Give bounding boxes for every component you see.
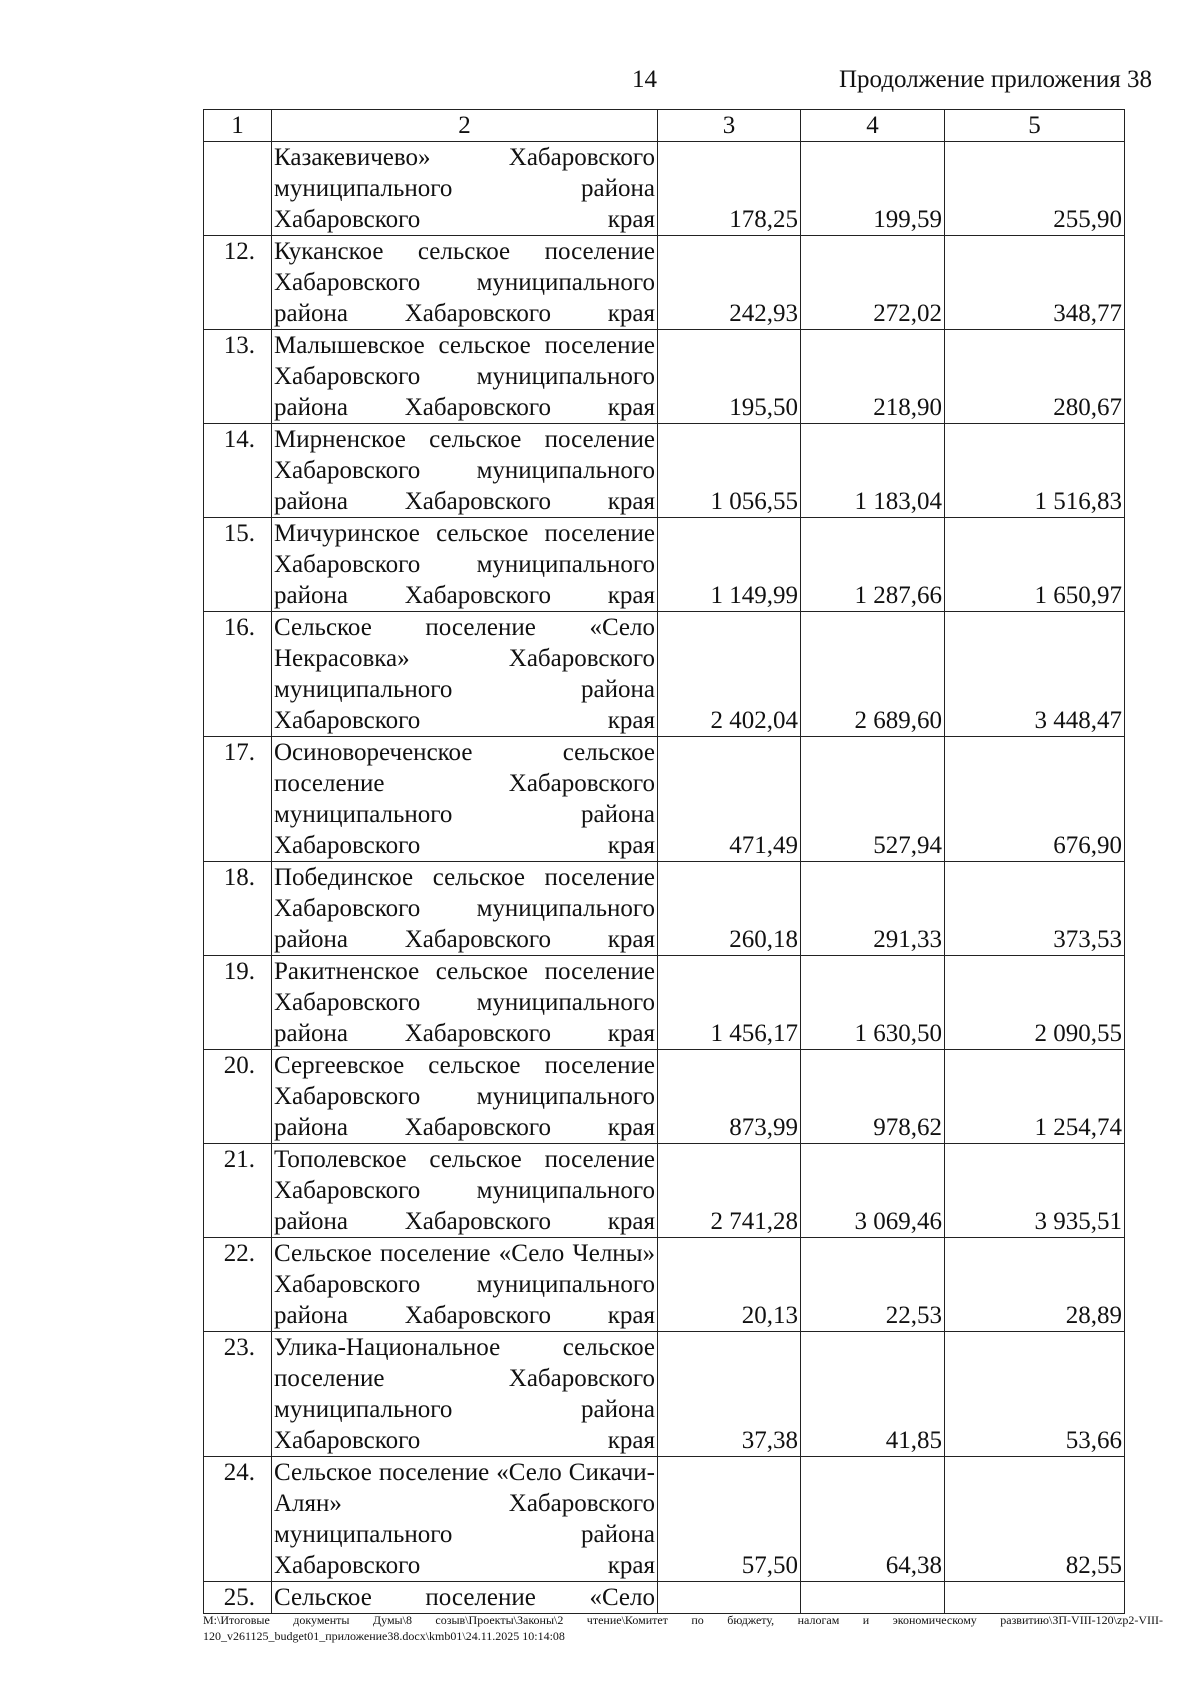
row-number: 25. xyxy=(204,1582,272,1614)
settlement-name xyxy=(272,956,658,1050)
settlement-name-line: района Хабаровского края xyxy=(274,300,655,327)
settlement-name-line: района Хабаровского края xyxy=(274,394,655,421)
settlement-name-line: района Хабаровского края xyxy=(274,1208,655,1235)
column-header: 5 xyxy=(945,110,1125,142)
settlement-name-line: Мичуринское сельское поселение xyxy=(274,520,655,547)
settlement-name-line: Куканское сельское поселение xyxy=(274,238,655,265)
settlement-name-line: Сельское поселение «Село Сикачи- xyxy=(274,1459,655,1486)
settlement-name xyxy=(272,424,658,518)
settlement-name-line: Осиновореченское сельское xyxy=(274,739,655,766)
settlement-name-line: муниципального района xyxy=(274,1521,655,1548)
table-row xyxy=(204,1238,1125,1332)
value-c5: 373,53 xyxy=(945,862,1125,956)
value-c4: 3 069,46 xyxy=(801,1144,945,1238)
settlement-name xyxy=(272,1144,658,1238)
settlement-name-line: Хабаровского края xyxy=(274,707,655,734)
row-number: 22. xyxy=(204,1238,272,1332)
settlement-name-line: Некрасовка» Хабаровского xyxy=(274,645,655,672)
column-header: 4 xyxy=(801,110,945,142)
settlement-name-line: Побединское сельское поселение xyxy=(274,864,655,891)
settlement-name-line: Сергеевское сельское поселение xyxy=(274,1052,655,1079)
settlement-name-line: Мирненское сельское поселение xyxy=(274,426,655,453)
row-number: 19. xyxy=(204,956,272,1050)
value-c3: 178,25 xyxy=(658,142,801,236)
value-c4: 218,90 xyxy=(801,330,945,424)
value-c3: 2 741,28 xyxy=(658,1144,801,1238)
settlement-name-line: муниципального района xyxy=(274,676,655,703)
settlement-name-line: поселение Хабаровского xyxy=(274,1365,655,1392)
settlement-name-line: Улика-Национальное сельское xyxy=(274,1334,655,1361)
value-c3: 1 056,55 xyxy=(658,424,801,518)
table-row xyxy=(204,1457,1125,1582)
settlement-name-line: района Хабаровского края xyxy=(274,1114,655,1141)
value-c5: 280,67 xyxy=(945,330,1125,424)
table-row xyxy=(204,956,1125,1050)
settlement-name xyxy=(272,737,658,862)
continuation-label: Продолжение приложения 38 xyxy=(838,66,1152,93)
value-c4: 291,33 xyxy=(801,862,945,956)
value-c5: 3 448,47 xyxy=(945,612,1125,737)
document-path-footer: M:\Итоговые документы Думы\8 созыв\Проекты\Законы\2 чтение\Комитет по бюджету, налогам и экономическому развитию\ЗП-VIII-120\zp2-VIII-120_v261125_budget01_приложение38.docx\kmb01\24.11.2025 10:14:08 xyxy=(203,1613,1163,1643)
row-number: 12. xyxy=(204,236,272,330)
settlement-name-line: Сельское поселение «Село xyxy=(274,614,655,641)
row-number: 21. xyxy=(204,1144,272,1238)
value-c4: 41,85 xyxy=(801,1332,945,1457)
settlement-name-line: Казакевичево» Хабаровского xyxy=(274,144,655,171)
table-header-row xyxy=(204,110,1125,142)
value-c4: 978,62 xyxy=(801,1050,945,1144)
settlement-name-line: Хабаровского муниципального xyxy=(274,895,655,922)
settlement-name xyxy=(272,862,658,956)
value-c5: 2 090,55 xyxy=(945,956,1125,1050)
value-c3: 195,50 xyxy=(658,330,801,424)
value-c5: 82,55 xyxy=(945,1457,1125,1582)
settlement-name-line: Хабаровского муниципального xyxy=(274,1271,655,1298)
settlement-name xyxy=(272,612,658,737)
settlement-name-line: Хабаровского муниципального xyxy=(274,989,655,1016)
settlement-name-line: Хабаровского муниципального xyxy=(274,1083,655,1110)
value-c3: 471,49 xyxy=(658,737,801,862)
table-row xyxy=(204,1332,1125,1457)
settlement-name-line: муниципального района xyxy=(274,1396,655,1423)
settlement-name-line: Хабаровского муниципального xyxy=(274,1177,655,1204)
settlement-name xyxy=(272,518,658,612)
column-header: 3 xyxy=(658,110,801,142)
settlement-name-line: района Хабаровского края xyxy=(274,926,655,953)
settlement-name-line: Малышевское сельское поселение xyxy=(274,332,655,359)
value-c3: 260,18 xyxy=(658,862,801,956)
row-number: 13. xyxy=(204,330,272,424)
settlement-name-line: района Хабаровского края xyxy=(274,582,655,609)
value-c5: 3 935,51 xyxy=(945,1144,1125,1238)
settlement-name-line: Хабаровского муниципального xyxy=(274,269,655,296)
table-row xyxy=(204,1050,1125,1144)
value-c4: 199,59 xyxy=(801,142,945,236)
settlement-name xyxy=(272,142,658,236)
value-c5: 255,90 xyxy=(945,142,1125,236)
settlement-name-line: Тополевское сельское поселение xyxy=(274,1146,655,1173)
value-c5 xyxy=(945,1582,1125,1614)
settlement-name-line: района Хабаровского края xyxy=(274,488,655,515)
value-c3: 2 402,04 xyxy=(658,612,801,737)
settlement-name-line: района Хабаровского края xyxy=(274,1302,655,1329)
row-number: 15. xyxy=(204,518,272,612)
settlement-name-line: муниципального района xyxy=(274,175,655,202)
value-c5: 28,89 xyxy=(945,1238,1125,1332)
value-c3: 242,93 xyxy=(658,236,801,330)
column-header: 2 xyxy=(272,110,658,142)
value-c4: 527,94 xyxy=(801,737,945,862)
data-table xyxy=(203,109,1125,1614)
row-number: 20. xyxy=(204,1050,272,1144)
settlement-name xyxy=(272,1457,658,1582)
row-number: 17. xyxy=(204,737,272,862)
value-c4: 64,38 xyxy=(801,1457,945,1582)
table-row xyxy=(204,236,1125,330)
value-c5: 1 516,83 xyxy=(945,424,1125,518)
settlement-name-line: муниципального района xyxy=(274,801,655,828)
settlement-name xyxy=(272,330,658,424)
value-c4: 272,02 xyxy=(801,236,945,330)
row-number: 18. xyxy=(204,862,272,956)
row-number: 23. xyxy=(204,1332,272,1457)
table-row xyxy=(204,737,1125,862)
settlement-name xyxy=(272,236,658,330)
row-number: 14. xyxy=(204,424,272,518)
settlement-name-line: Хабаровского края xyxy=(274,1427,655,1454)
value-c3: 1 456,17 xyxy=(658,956,801,1050)
settlement-name-line: Хабаровского муниципального xyxy=(274,551,655,578)
settlement-name-line: Хабаровского края xyxy=(274,1552,655,1579)
table-row xyxy=(204,862,1125,956)
value-c3: 20,13 xyxy=(658,1238,801,1332)
table-row xyxy=(204,518,1125,612)
settlement-name xyxy=(272,1238,658,1332)
value-c5: 348,77 xyxy=(945,236,1125,330)
settlement-name-line: поселение Хабаровского xyxy=(274,770,655,797)
value-c3: 873,99 xyxy=(658,1050,801,1144)
value-c4: 1 630,50 xyxy=(801,956,945,1050)
settlement-name-line: Хабаровского края xyxy=(274,832,655,859)
page-number: 14 xyxy=(632,66,657,93)
settlement-name-line: Алян» Хабаровского xyxy=(274,1490,655,1517)
value-c4: 1 287,66 xyxy=(801,518,945,612)
settlement-name xyxy=(272,1332,658,1457)
column-header: 1 xyxy=(204,110,272,142)
table-row xyxy=(204,142,1125,236)
value-c3 xyxy=(658,1582,801,1614)
settlement-name-line: Хабаровского муниципального xyxy=(274,457,655,484)
settlement-name-line: Ракитненское сельское поселение xyxy=(274,958,655,985)
row-number xyxy=(204,142,272,236)
value-c3: 57,50 xyxy=(658,1457,801,1582)
value-c4: 1 183,04 xyxy=(801,424,945,518)
value-c5: 1 254,74 xyxy=(945,1050,1125,1144)
table-body xyxy=(204,110,1125,1614)
settlement-name xyxy=(272,1582,658,1614)
settlement-name xyxy=(272,1050,658,1144)
value-c3: 1 149,99 xyxy=(658,518,801,612)
value-c5: 676,90 xyxy=(945,737,1125,862)
table-row xyxy=(204,612,1125,737)
settlement-name-line: района Хабаровского края xyxy=(274,1020,655,1047)
value-c5: 1 650,97 xyxy=(945,518,1125,612)
table-row xyxy=(204,424,1125,518)
value-c4 xyxy=(801,1582,945,1614)
value-c3: 37,38 xyxy=(658,1332,801,1457)
table-row xyxy=(204,330,1125,424)
row-number: 24. xyxy=(204,1457,272,1582)
value-c4: 2 689,60 xyxy=(801,612,945,737)
settlement-name-line: Сельское поселение «Село xyxy=(274,1584,655,1611)
table-row xyxy=(204,1582,1125,1614)
table-row xyxy=(204,1144,1125,1238)
settlement-name-line: Хабаровского муниципального xyxy=(274,363,655,390)
settlement-name-line: Сельское поселение «Село Челны» xyxy=(274,1240,655,1267)
settlement-name-line: Хабаровского края xyxy=(274,206,655,233)
value-c4: 22,53 xyxy=(801,1238,945,1332)
value-c5: 53,66 xyxy=(945,1332,1125,1457)
row-number: 16. xyxy=(204,612,272,737)
